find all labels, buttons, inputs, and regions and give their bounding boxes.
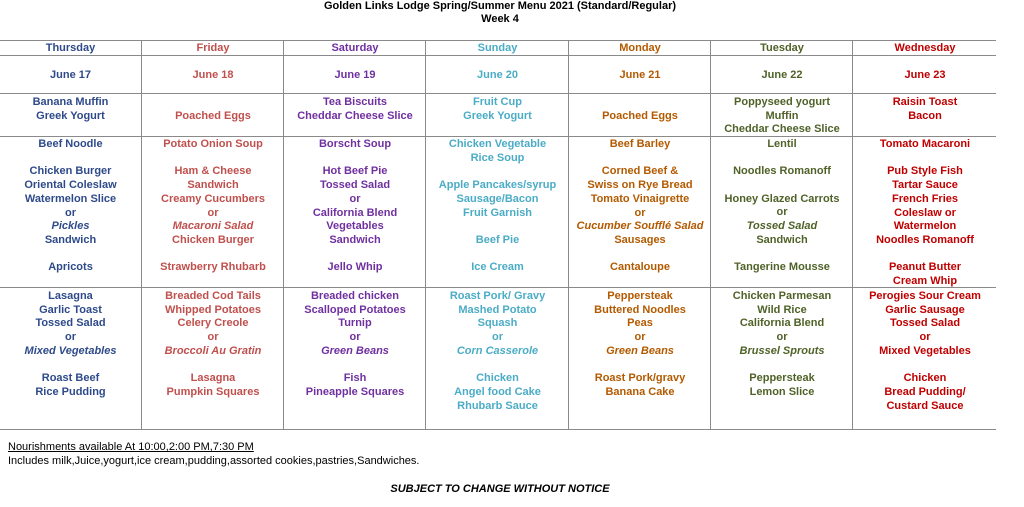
lunch-cell (284, 138, 426, 275)
menu-item: Mashed Potato (458, 303, 537, 316)
menu-item: Roast Pork/gravy (594, 372, 686, 385)
menu-item: Hot Beef Pie (322, 165, 388, 178)
lunch-cell (569, 138, 711, 275)
lunch-cell (853, 138, 997, 289)
menu-item: Rice Soup (470, 151, 525, 164)
menu-item (853, 248, 997, 262)
menu-item (142, 248, 284, 262)
menu-item: or (207, 331, 219, 344)
day-date: June 17 (50, 69, 91, 81)
menu-item (0, 248, 141, 262)
menu-item: Apricots (48, 261, 93, 274)
menu-item: or (65, 331, 76, 344)
menu-item: Oriental Coleslaw (24, 179, 117, 192)
menu-item: Peppersteak (749, 372, 815, 385)
menu-item (142, 96, 284, 110)
menu-item (569, 152, 711, 166)
menu-item: Broccoli Au Gratin (164, 344, 262, 357)
menu-item: Banana Cake (605, 385, 675, 398)
menu-item: Cantaloupe (610, 261, 670, 274)
menu-item: Vegetables (326, 220, 384, 233)
breakfast-cell (0, 96, 141, 123)
menu-item (711, 248, 853, 262)
menu-item: Wild Rice (757, 303, 807, 316)
menu-item: Muffin (765, 109, 799, 122)
day-header: Friday (196, 42, 230, 54)
breakfast-cell (284, 96, 426, 123)
menu-item (569, 96, 711, 110)
menu-item: Tossed Salad (746, 220, 818, 233)
menu-item: Swiss on Rye Bread (587, 179, 693, 192)
menu-item: Strawberry Rhubarb (160, 261, 266, 274)
menu-item: Breaded Cod Tails (165, 290, 261, 302)
menu-item: Potato Onion Soup (163, 138, 263, 150)
day-column-friday (141, 41, 284, 429)
lunch-cell (426, 138, 569, 275)
menu-item (142, 152, 284, 166)
menu-item: Beef Pie (475, 233, 520, 246)
menu-item: Peppersteak (607, 290, 673, 302)
menu-item: California Blend (312, 206, 398, 219)
lunch-cell (142, 138, 284, 275)
day-column-wednesday (852, 41, 997, 429)
menu-item (853, 152, 997, 166)
day-header: Wednesday (894, 42, 956, 54)
menu-item: Peas (627, 317, 653, 330)
menu-item: Corned Beef & (601, 165, 679, 178)
menu-item (569, 359, 711, 373)
menu-item: Creamy Cucumbers (161, 192, 265, 205)
menu-item: Watermelon (893, 220, 957, 233)
menu-item: Watermelon Slice (24, 192, 117, 205)
menu-item: Beef Noodle (38, 138, 103, 150)
menu-item: Garlic Toast (39, 303, 102, 316)
menu-item: Pineapple Squares (305, 385, 405, 398)
menu-item: Banana Muffin (32, 96, 109, 108)
menu-item (711, 179, 853, 193)
day-date: June 19 (334, 69, 376, 81)
change-notice: SUBJECT TO CHANGE WITHOUT NOTICE (390, 483, 610, 495)
menu-item: Bread Pudding/ (884, 385, 966, 398)
menu-item: Tossed Salad (889, 317, 961, 330)
supper-cell (853, 290, 997, 413)
day-date: June 22 (761, 69, 803, 81)
menu-item: or (349, 331, 361, 344)
menu-item: Roast Pork/ Gravy (449, 290, 546, 302)
day-column-saturday (283, 41, 426, 429)
menu-item: Chicken (476, 372, 519, 385)
breakfast-cell (711, 96, 853, 137)
menu-item: Perogies Sour Cream (869, 290, 981, 302)
menu-item (142, 359, 284, 373)
menu-item: Green Beans (321, 344, 389, 357)
menu-item: Poached Eggs (175, 109, 251, 122)
menu-item: Peanut Butter (888, 261, 962, 274)
menu-item: Macaroni Salad (172, 220, 254, 233)
menu-item: Pub Style Fish (887, 165, 963, 178)
menu-item: Brussel Sprouts (739, 344, 825, 357)
lunch-cell (711, 138, 853, 275)
day-header: Sunday (477, 42, 518, 54)
menu-item: Rice Pudding (35, 385, 106, 398)
menu-item: Pickles (51, 220, 90, 233)
menu-item: Cucumber Soufflé Salad (576, 220, 704, 233)
menu-item: California Blend (739, 317, 825, 330)
menu-item: Fish (343, 372, 367, 385)
menu-item: Fruit Cup (473, 96, 522, 108)
menu-item: Chicken Burger (29, 165, 112, 178)
menu-item: or (776, 206, 788, 219)
menu-item: Ice Cream (471, 261, 524, 274)
menu-item: or (634, 331, 646, 344)
menu-item: Chicken Burger (172, 233, 254, 246)
breakfast-cell (853, 96, 997, 123)
menu-item: French Fries (891, 192, 959, 205)
menu-item: Honey Glazed Carrots (724, 192, 840, 205)
menu-item: or (349, 192, 361, 205)
menu-item (569, 248, 711, 262)
menu-item: Roast Beef (41, 372, 100, 385)
menu-item: Rhubarb Sauce (457, 399, 538, 412)
supper-cell (711, 290, 853, 400)
supper-cell (426, 290, 569, 413)
menu-item: Angel food Cake (454, 385, 541, 398)
menu-item: Greek Yogurt (36, 109, 105, 122)
menu-item (426, 248, 569, 262)
menu-item: Sandwich (187, 179, 239, 192)
menu-item: Custard Sauce (886, 399, 964, 412)
menu-item: or (776, 331, 788, 344)
menu-item (711, 359, 853, 373)
menu-item: Green Beans (606, 344, 674, 357)
menu-item: Celery Creole (177, 317, 249, 330)
menu-item: Sandwich (756, 233, 808, 246)
menu-item: Poached Eggs (602, 109, 678, 122)
menu-item: Tossed Salad (35, 317, 106, 330)
day-column-sunday (425, 41, 569, 429)
menu-item (284, 152, 426, 166)
menu-item: Mixed Vegetables (24, 344, 117, 357)
menu-item: Beef Barley (609, 138, 671, 150)
menu-item (0, 152, 141, 166)
menu-item (711, 152, 853, 166)
nourishments-note: Nourishments available At 10:00,2:00 PM,7:30 PM (8, 441, 254, 453)
menu-item: Chicken Parmesan (732, 290, 832, 302)
menu-item: Lemon Slice (749, 385, 815, 398)
menu-item: Lentil (767, 138, 797, 150)
menu-item (426, 359, 569, 373)
menu-item (426, 220, 569, 234)
menu-item (284, 248, 426, 262)
menu-item: or (919, 331, 931, 344)
menu-item (426, 165, 569, 179)
menu-item: Whipped Potatoes (165, 303, 261, 316)
menu-item: Coleslaw or (894, 206, 956, 219)
menu-item: Buttered Noodles (594, 303, 686, 316)
menu-item: Cheddar Cheese Slice (724, 123, 840, 136)
menu-item: Chicken Vegetable (448, 138, 547, 150)
week-label: Week 4 (481, 13, 519, 25)
menu-item: Tomato Vinaigrette (590, 192, 690, 205)
menu-title: Golden Links Lodge Spring/Summer Menu 2021 (Standard/Regular) (323, 0, 677, 12)
day-date: June 20 (477, 69, 518, 81)
day-column-monday (568, 41, 711, 429)
day-header: Monday (619, 42, 661, 54)
lunch-cell (0, 138, 141, 275)
menu-item: Sandwich (44, 233, 97, 246)
day-header: Thursday (45, 42, 96, 54)
supper-cell (284, 290, 426, 400)
menu-item: Turnip (338, 317, 372, 330)
menu-item: Lasagna (190, 372, 236, 385)
day-header: Tuesday (760, 42, 804, 54)
menu-item: Cheddar Cheese Slice (297, 109, 413, 122)
breakfast-cell (569, 96, 711, 123)
menu-item: Cream Whip (892, 275, 958, 287)
menu-item: or (634, 206, 646, 219)
menu-item: Noodles Romanoff (876, 233, 974, 246)
menu-item: Poppyseed yogurt (734, 96, 830, 108)
menu-item: Ham & Cheese (174, 165, 252, 178)
menu-item: Scalloped Potatoes (304, 303, 406, 316)
menu-item: Tomato Macaroni (879, 138, 971, 150)
menu-item: Bacon (908, 109, 942, 122)
menu-item: or (492, 331, 503, 344)
menu-item (284, 359, 426, 373)
menu-item: Apple Pancakes/syrup (438, 179, 557, 192)
menu-item: Raisin Toast (892, 96, 958, 108)
day-date: June 21 (619, 69, 661, 81)
menu-item: Tangerine Mousse (734, 261, 830, 274)
menu-item (853, 359, 997, 373)
menu-item: Squash (477, 317, 518, 330)
menu-item: Noodles Romanoff (733, 165, 831, 178)
menu-item: or (65, 206, 76, 219)
menu-item: Chicken (903, 372, 947, 385)
breakfast-cell (142, 96, 284, 123)
day-column-thursday (0, 41, 141, 429)
menu-table (0, 40, 996, 430)
menu-item: Fruit Garnish (462, 206, 533, 219)
supper-cell (569, 290, 711, 400)
menu-item: Tartar Sauce (892, 179, 958, 192)
menu-item (0, 359, 141, 373)
menu-item: Jello Whip (327, 261, 383, 274)
day-column-tuesday (710, 41, 853, 429)
supper-cell (0, 290, 141, 400)
day-date: June 23 (904, 69, 946, 81)
menu-item: Sausage/Bacon (456, 192, 539, 205)
menu-item: Sausages (614, 233, 666, 246)
menu-item: Sandwich (329, 233, 381, 246)
menu-item: Tossed Salad (319, 179, 391, 192)
menu-item: Pumpkin Squares (166, 385, 260, 398)
menu-item: Garlic Sausage (885, 303, 965, 316)
menu-item: Tea Biscuits (323, 96, 387, 108)
breakfast-cell (426, 96, 569, 123)
menu-item: Borscht Soup (318, 138, 392, 150)
day-header: Saturday (331, 42, 379, 54)
menu-item: Lasagna (48, 290, 93, 302)
menu-item: Mixed Vegetables (879, 344, 971, 357)
menu-item: or (207, 206, 219, 219)
includes-note: Includes milk,Juice,yogurt,ice cream,pudding,assorted cookies,pastries,Sandwiches. (8, 455, 420, 467)
menu-item: Breaded chicken (310, 290, 400, 302)
menu-item: Greek Yogurt (463, 109, 532, 122)
supper-cell (142, 290, 284, 400)
menu-item: Corn Casserole (456, 344, 539, 357)
day-date: June 18 (192, 69, 234, 81)
